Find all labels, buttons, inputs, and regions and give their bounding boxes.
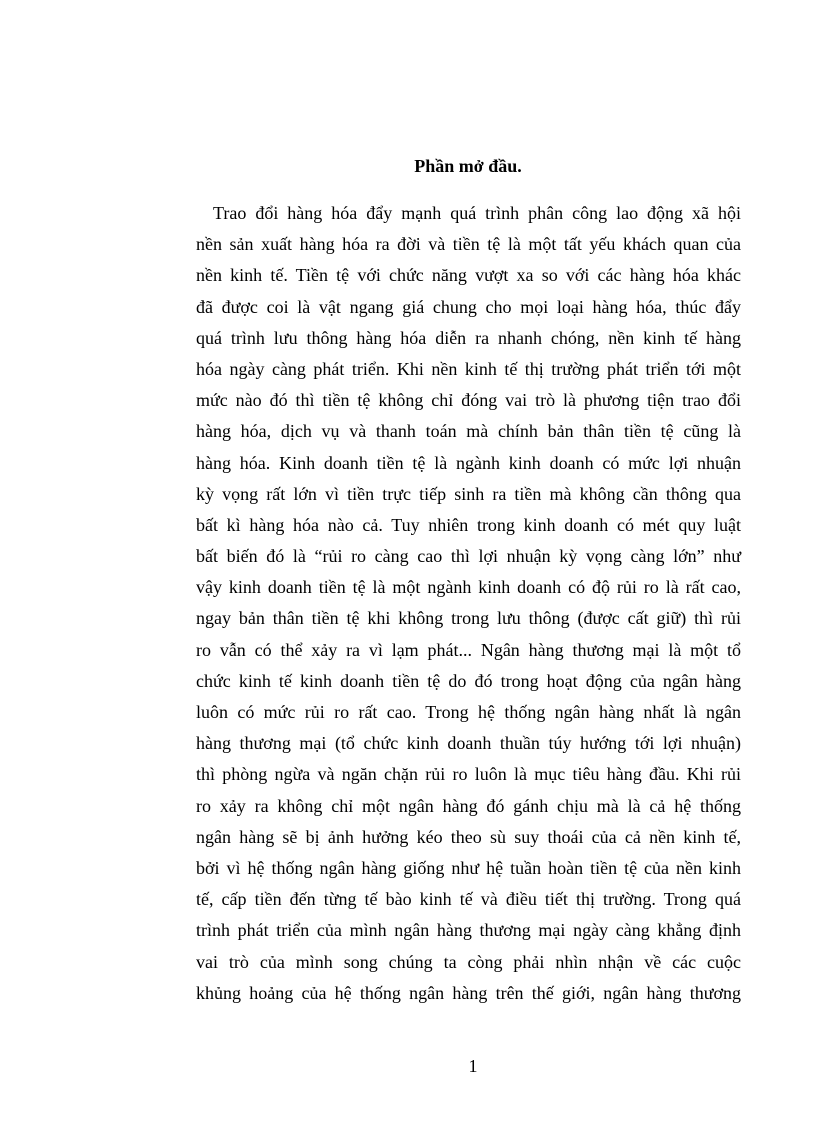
paragraph-line: ro vẫn có thể xảy ra vì lạm phát... Ngân hàng thương mại là một tổ: [196, 639, 741, 660]
paragraph-line: hàng thương mại (tổ chức kinh doanh thuần túy hướng tới lợi nhuận): [196, 733, 741, 754]
paragraph-line: vai trò của mình song chúng ta còng phải nhìn nhận về các cuộc: [196, 951, 741, 972]
page-number: 1: [468, 1056, 478, 1076]
paragraph-line: bất biến đó là “rủi ro càng cao thì lợi nhuận kỳ vọng càng lớn” như: [196, 546, 741, 567]
paragraph-line: ro xảy ra không chỉ một ngân hàng đó gánh chịu mà là cả hệ thống: [196, 795, 741, 816]
paragraph-line: luôn có mức rủi ro rất cao. Trong hệ thống ngân hàng nhất là ngân: [196, 702, 741, 722]
paragraph-line: ngay bản thân tiền tệ khi không trong lưu thông (được cất giữ) thì rủi: [196, 608, 741, 629]
paragraph-line: thì phòng ngừa và ngăn chặn rủi ro luôn là mục tiêu hàng đầu. Khi rủi: [196, 764, 741, 785]
paragraph-line: quá trình lưu thông hàng hóa diễn ra nhanh chóng, nền kinh tế hàng: [196, 327, 741, 348]
paragraph-line: vậy kinh doanh tiền tệ là một ngành kinh doanh có độ rủi ro là rất cao,: [196, 577, 741, 598]
paragraph-line: kỳ vọng rất lớn vì tiền trực tiếp sinh ra tiền mà không cần thông qua: [196, 483, 741, 504]
paragraph-line: hàng hóa, dịch vụ và thanh toán mà chính bản thân tiền tệ cũng là: [196, 421, 741, 442]
paragraph-line: trình phát triển của mình ngân hàng thương mại ngày càng khẳng định: [196, 920, 741, 941]
paragraph-line: khủng hoảng của hệ thống ngân hàng trên thế giới, ngân hàng thương: [196, 982, 741, 1003]
paragraph-line: đã được coi là vật ngang giá chung cho mọi loại hàng hóa, thúc đẩy: [196, 296, 741, 317]
paragraph-line: bất kì hàng hóa nào cả. Tuy nhiên trong kinh doanh có mét quy luật: [196, 514, 741, 535]
paragraph-line: hàng hóa. Kinh doanh tiền tệ là ngành kinh doanh có mức lợi nhuận: [196, 452, 741, 473]
paragraph-line: ngân hàng sẽ bị ảnh hưởng kéo theo sù suy thoái của cả nền kinh tế,: [196, 826, 741, 847]
paragraph-line: mức nào đó thì tiền tệ không chỉ đóng vai trò là phương tiện trao đổi: [196, 390, 741, 411]
paragraph-line: hóa ngày càng phát triển. Khi nền kinh tế thị trường phát triển tới một: [196, 358, 741, 379]
body-paragraph: [196, 198, 741, 1009]
paragraph-line: tế, cấp tiền đến từng tế bào kinh tế và điều tiết thị trường. Trong quá: [196, 889, 741, 910]
paragraph-line: nền kinh tế. Tiền tệ với chức năng vượt xa so với các hàng hóa khác: [196, 265, 741, 286]
paragraph-line: Trao đổi hàng hóa đẩy mạnh quá trình phân công lao động xã hội: [213, 203, 741, 223]
paragraph-line: nền sản xuất hàng hóa ra đời và tiền tệ là một tất yếu khách quan của: [196, 234, 741, 255]
paragraph-line: bởi vì hệ thống ngân hàng giống như hệ tuần hoàn tiền tệ của nền kinh: [196, 857, 741, 878]
page-title: Phần mở đầu.: [414, 156, 522, 176]
paragraph-line: chức kinh tế kinh doanh tiền tệ do đó trong hoạt động của ngân hàng: [196, 670, 741, 691]
